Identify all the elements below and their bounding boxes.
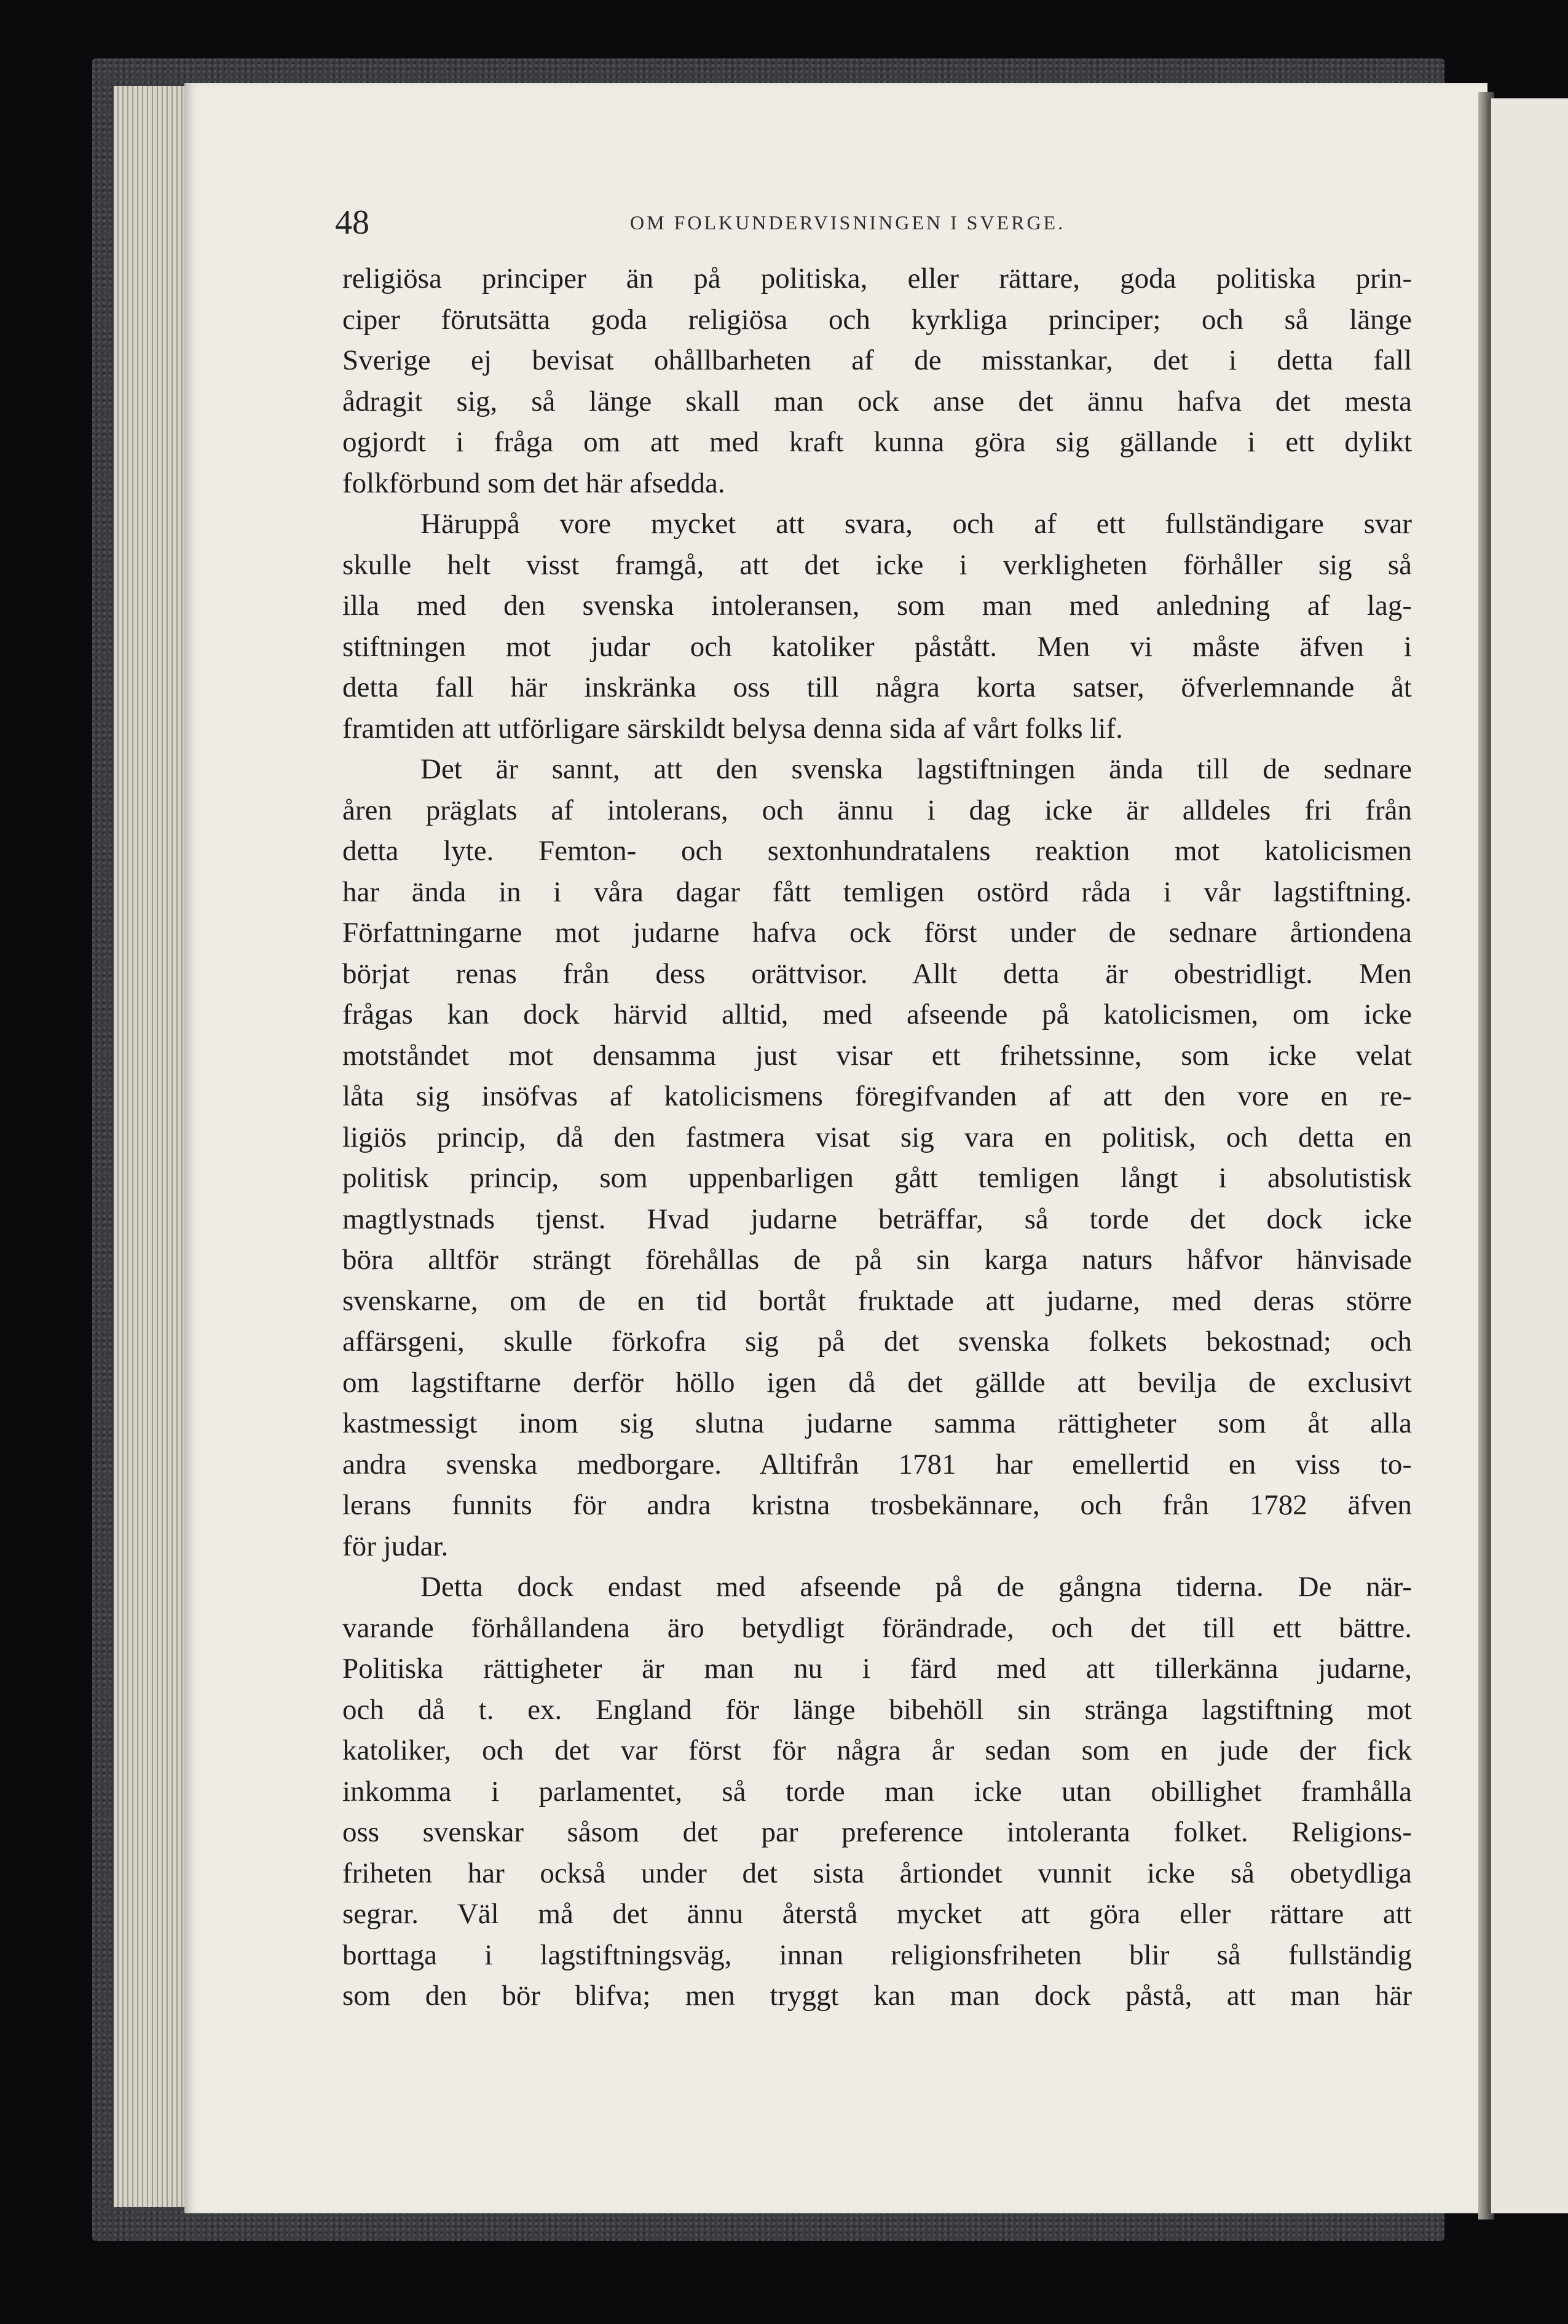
text-line: ligiös princip, då den fastmera visat sig vara en politisk, och detta en	[342, 1121, 1412, 1153]
text-line: folkförbund som det här afsedda.	[342, 467, 725, 499]
text-line: stiftningen mot judar och katoliker påstått. Men vi måste äfven i	[342, 630, 1412, 663]
text-line: böra alltför strängt förehållas de på sin karga naturs håfvor hänvisade	[342, 1244, 1412, 1276]
text-line: oss svenskar såsom det par preference intoleranta folket. Religions-	[342, 1816, 1412, 1848]
text-line: inkomma i parlamentet, så torde man icke utan obillighet framhålla	[342, 1775, 1412, 1808]
text-line: Häruppå vore mycket att svara, och af ett fullständigare svar	[420, 508, 1412, 540]
text-line: om lagstiftarne derför höllo igen då det gällde att bevilja de exclusivt	[342, 1366, 1412, 1399]
text-line: frågas kan dock härvid alltid, med afseende på katolicismen, om icke	[342, 998, 1412, 1030]
body-text	[342, 258, 1412, 2017]
text-line: svenskarne, om de en tid bortåt fruktade att judarne, med deras större	[342, 1284, 1412, 1317]
text-line: katoliker, och det var först för några år sedan som en jude der fick	[342, 1734, 1412, 1766]
text-line: lerans funnits för andra kristna trosbekännare, och från 1782 äfven	[342, 1489, 1412, 1521]
text-line: Författningarne mot judarne hafva ock först under de sednare årtiondena	[342, 917, 1412, 949]
text-line: affärsgeni, skulle förkofra sig på det svenska folkets bekostnad; och	[342, 1326, 1412, 1358]
text-line: religiösa principer än på politiska, eller rättare, goda politiska prin-	[342, 263, 1412, 294]
page-number: 48	[335, 204, 369, 242]
text-line: kastmessigt inom sig slutna judarne samma rättigheter som åt alla	[342, 1407, 1412, 1439]
text-line: detta lyte. Femton- och sextonhundratalens reaktion mot katolicismen	[342, 835, 1412, 867]
text-line: skulle helt visst framgå, att det icke i verkligheten förhåller sig så	[342, 548, 1412, 581]
text-line: framtiden att utförligare särskildt belysa denna sida af vårt folks lif.	[342, 712, 1123, 745]
text-line: ådragit sig, så länge skall man ock anse det ännu hafva det mesta	[342, 385, 1412, 417]
running-head: OM FOLKUNDERVISNINGEN I SVERGE.	[630, 211, 1066, 234]
text-line: börjat renas från dess orättvisor. Allt detta är obestridligt. Men	[342, 957, 1412, 990]
text-line: låta sig insöfvas af katolicismens föregifvanden af att den vore en re-	[342, 1080, 1412, 1112]
text-line: magtlystnads tjenst. Hvad judarne beträffar, så torde det dock icke	[342, 1203, 1412, 1235]
text-line: Politiska rättigheter är man nu i färd med att tillerkänna judarne,	[342, 1653, 1412, 1685]
facing-page-edge	[1487, 98, 1568, 2213]
text-line: Det är sannt, att den svenska lagstiftningen ända till de sednare	[420, 753, 1412, 785]
text-line: segrar. Väl må det ännu återstå mycket att göra eller rättare att	[342, 1898, 1412, 1930]
text-line: detta fall här inskränka oss till några korta satser, öfverlemnande åt	[342, 671, 1412, 703]
text-line: motståndet mot densamma just visar ett frihetssinne, som icke velat	[342, 1039, 1412, 1072]
text-line: borttaga i lagstiftningsväg, innan religionsfriheten blir så fullständig	[342, 1939, 1412, 1971]
page-edges	[114, 86, 191, 2207]
text-line: andra svenska medborgare. Alltifrån 1781 har emellertid en viss to-	[342, 1448, 1412, 1480]
text-line: illa med den svenska intoleransen, som man med anledning af lag-	[342, 590, 1412, 622]
text-line: ogjordt i fråga om att med kraft kunna göra sig gällande i ett dylikt	[342, 426, 1412, 458]
text-line: som den bör blifva; men tryggt kan man dock påstå, att man här	[342, 1980, 1412, 2012]
text-line: för judar.	[342, 1530, 449, 1562]
text-line: och då t. ex. England för länge bibehöll sin stränga lagstiftning mot	[342, 1693, 1412, 1726]
text-line: Sverige ej bevisat ohållbarheten af de misstankar, det i detta fall	[342, 344, 1412, 376]
page-header	[335, 203, 1417, 252]
text-line: har ända in i våra dagar fått temligen ostörd råda i vår lagstiftning.	[342, 875, 1412, 908]
text-line: friheten har också under det sista årtiondet vunnit icke så obetydliga	[342, 1857, 1412, 1889]
text-line: ciper förutsätta goda religiösa och kyrkliga principer; och så länge	[342, 303, 1412, 336]
text-line: politisk princip, som uppenbarligen gått temligen långt i absolutistisk	[342, 1162, 1412, 1194]
text-line: Detta dock endast med afseende på de gångna tiderna. De när-	[420, 1571, 1412, 1603]
text-line: åren präglats af intolerans, och ännu i dag icke är alldeles fri från	[342, 794, 1412, 826]
text-line: varande förhållandena äro betydligt förändrade, och det till ett bättre.	[342, 1611, 1412, 1644]
